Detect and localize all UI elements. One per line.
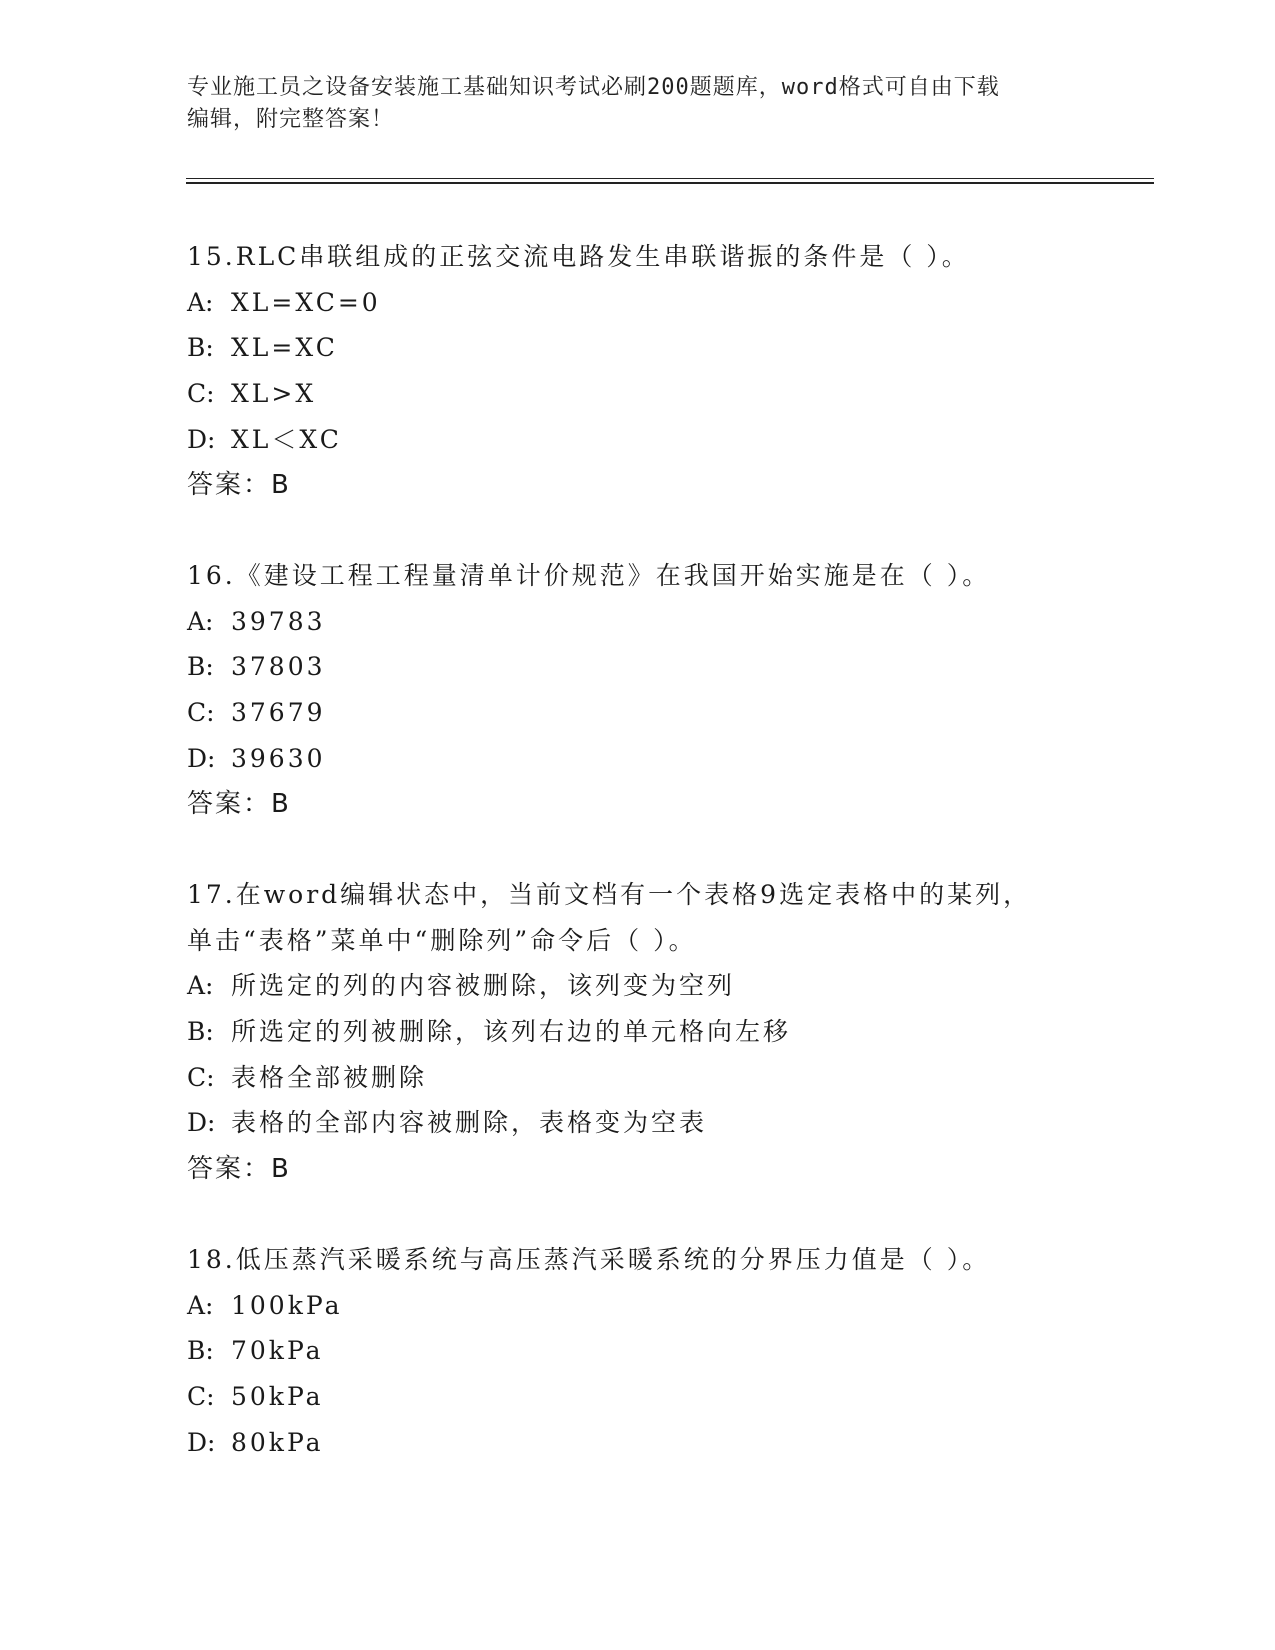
option-text: 所选定的列被删除，该列右边的单元格向左移 — [231, 1017, 792, 1047]
option-text: XL＜XC — [231, 424, 342, 454]
option-label: D: — [187, 743, 216, 773]
option-text: 39630 — [231, 743, 326, 773]
option-b — [187, 1328, 1147, 1374]
option-c — [187, 371, 1147, 417]
option-c — [187, 690, 1147, 736]
document-header — [187, 72, 1087, 136]
document-title-line-1: 专业施工员之设备安装施工基础知识考试必刷200题题库，word格式可自由下载 — [187, 75, 1000, 100]
option-label: A: — [187, 971, 214, 1001]
option-text: 50kPa — [231, 1382, 324, 1412]
option-c — [187, 1055, 1147, 1101]
question-stem-line-1: 17.在word编辑状态中，当前文档有一个表格9选定表格中的某列， — [187, 880, 1032, 909]
question-17 — [187, 872, 1147, 1192]
question-16 — [187, 553, 1147, 827]
option-label: B: — [187, 652, 214, 682]
option-c — [187, 1374, 1147, 1420]
question-15 — [187, 234, 1147, 508]
option-label: B: — [187, 333, 214, 363]
option-label: A: — [187, 1290, 214, 1320]
option-label: C: — [187, 698, 215, 728]
option-text: XL>X — [231, 379, 317, 409]
option-text: 70kPa — [231, 1336, 324, 1366]
option-label: A: — [187, 606, 214, 636]
option-label: B: — [187, 1017, 214, 1047]
option-label: D: — [187, 1108, 216, 1138]
option-text: 100kPa — [231, 1290, 343, 1320]
option-label: D: — [187, 424, 216, 454]
option-text: 所选定的列的内容被删除，该列变为空列 — [231, 971, 736, 1001]
option-label: B: — [187, 1336, 214, 1366]
question-stem: 15.RLC串联组成的正弦交流电路发生串联谐振的条件是（ ）。 — [187, 242, 970, 271]
option-a — [187, 280, 1147, 326]
question-stem: 16.《建设工程工程量清单计价规范》在我国开始实施是在（ ）。 — [187, 561, 991, 590]
option-label: A: — [187, 287, 214, 317]
option-a — [187, 599, 1147, 645]
option-label: C: — [187, 1382, 215, 1412]
option-text: XL=XC — [231, 333, 338, 363]
option-label: D: — [187, 1427, 216, 1457]
option-text: XL=XC=0 — [231, 287, 381, 317]
option-a — [187, 1283, 1147, 1329]
option-text: 37679 — [231, 698, 326, 728]
answer-line: 答案：B — [187, 1154, 291, 1185]
header-divider-thin — [186, 178, 1154, 179]
option-label: C: — [187, 379, 215, 409]
option-text: 39783 — [231, 606, 326, 636]
option-text: 80kPa — [231, 1427, 324, 1457]
answer-line: 答案：B — [187, 789, 291, 820]
option-d — [187, 1420, 1147, 1466]
option-text: 表格的全部内容被删除，表格变为空表 — [231, 1108, 708, 1138]
question-18 — [187, 1237, 1147, 1465]
header-divider-thick — [186, 182, 1154, 184]
option-text: 37803 — [231, 652, 326, 682]
option-label: C: — [187, 1062, 215, 1092]
option-d — [187, 417, 1147, 463]
option-b — [187, 1009, 1147, 1055]
option-a — [187, 963, 1147, 1009]
option-b — [187, 325, 1147, 371]
option-text: 表格全部被删除 — [231, 1062, 428, 1092]
option-d — [187, 736, 1147, 782]
question-stem-line-2: 单击“表格”菜单中“删除列”命令后（ ）。 — [187, 925, 697, 955]
answer-line: 答案：B — [187, 470, 291, 501]
document-title-line-2: 编辑，附完整答案！ — [187, 107, 395, 132]
option-d — [187, 1100, 1147, 1146]
option-b — [187, 644, 1147, 690]
question-stem: 18.低压蒸汽采暖系统与高压蒸汽采暖系统的分界压力值是（ ）。 — [187, 1245, 991, 1274]
